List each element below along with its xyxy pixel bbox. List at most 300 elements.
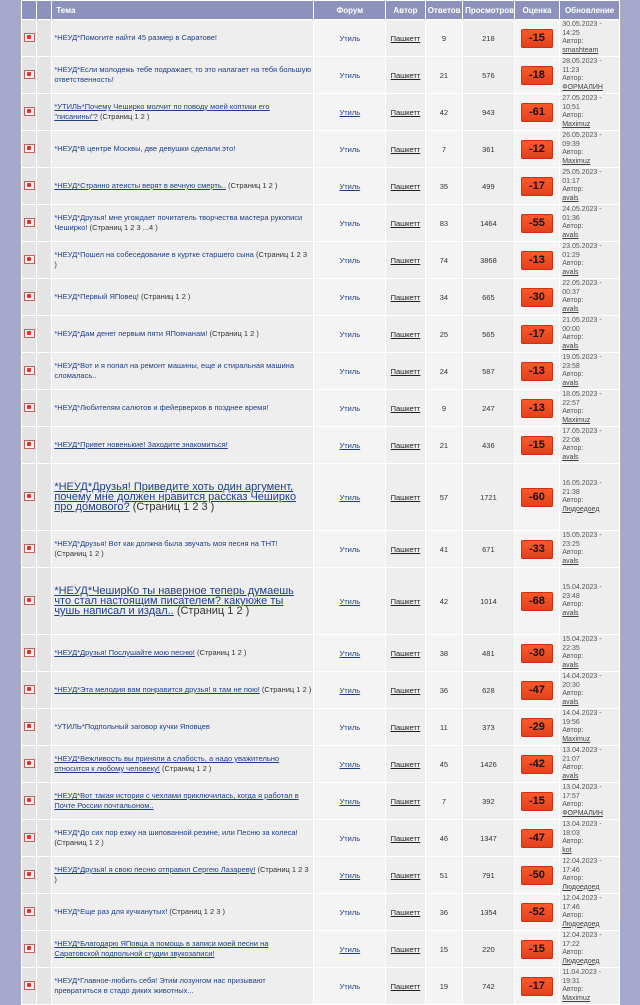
rating-cell (515, 894, 560, 930)
topic-status-cell (22, 427, 36, 463)
rating-cell (515, 746, 560, 782)
updated-date: 14.04.2023 - (562, 710, 602, 717)
topic-link[interactable]: *НЕУД*Вот и я попал на ремонт машины, еще и стиральная машина сломалась.. (54, 361, 294, 380)
views-cell (463, 672, 514, 708)
updated-author-link[interactable]: Людоедоед (562, 957, 600, 965)
updated-author-link[interactable]: avals (562, 305, 579, 313)
updated-author-link[interactable]: avals (562, 772, 579, 780)
author-cell (386, 279, 424, 315)
folder-icon (24, 685, 35, 694)
forum-cell (314, 746, 385, 782)
forum-link[interactable]: Утиль (339, 255, 361, 265)
updated-author-link[interactable]: smashteam (562, 46, 599, 54)
topic-pages[interactable]: (Страниц 1 2 ) (162, 764, 212, 773)
forum-cell (314, 390, 385, 426)
author-link[interactable]: Пашкетт (390, 907, 421, 917)
updated-author-link[interactable]: ФОРМАЛИН (562, 809, 603, 817)
author-link[interactable]: Пашкетт (390, 440, 421, 450)
replies-cell (426, 242, 462, 278)
forum-link[interactable]: Утиль (339, 492, 361, 502)
topic-status-cell (22, 857, 36, 893)
views-count: 499 (482, 181, 495, 191)
replies-cell (426, 168, 462, 204)
author-link[interactable]: Пашкетт (390, 292, 421, 302)
forum-link[interactable]: Утиль (339, 648, 361, 658)
replies-count: 57 (439, 492, 449, 502)
header-updated[interactable]: Обновление (560, 1, 619, 19)
topic-link[interactable]: *НЕУД*Дам денег первым пяти ЯПовчанам! (54, 329, 208, 338)
updated-author-link[interactable]: avals (562, 342, 579, 350)
table-row (22, 894, 619, 930)
topic-icon-cell (37, 568, 51, 634)
topic-link[interactable]: *НЕУД*Странно атеисты верят в вечную смерть.. (54, 181, 226, 190)
forum-cell (314, 931, 385, 967)
table-row (22, 390, 619, 426)
forum-link[interactable]: Утиль (339, 596, 361, 606)
updated-cell (560, 242, 619, 278)
table-row (22, 857, 619, 893)
replies-count: 36 (439, 907, 449, 917)
forum-cell (314, 531, 385, 567)
author-cell (386, 783, 424, 819)
views-cell (463, 820, 514, 856)
rating-badge: -61 (521, 103, 553, 122)
forum-link[interactable]: Утиль (339, 107, 361, 117)
topic-link[interactable]: *УТИЛЬ*Подпольный заговор кучки Яповцев (54, 722, 210, 731)
updated-date: 23.05.2023 - (562, 243, 602, 250)
rating-cell (515, 531, 560, 567)
topic-pages[interactable]: (Страниц 1 2 ) (54, 838, 104, 847)
updated-author-label: Автор: (562, 371, 584, 378)
updated-author-label: Автор: (562, 690, 584, 697)
forum-link[interactable]: Утиль (339, 759, 361, 769)
updated-author-label: Автор: (562, 764, 584, 771)
updated-author-link[interactable]: Людоедоед (562, 920, 600, 928)
table-row (22, 57, 619, 93)
header-author[interactable]: Автор (386, 1, 424, 19)
rating-cell (515, 279, 560, 315)
forum-cell (314, 353, 385, 389)
topic-cell (52, 427, 313, 463)
updated-author-label: Автор: (562, 223, 584, 230)
table-row (22, 783, 619, 819)
updated-date: 26.05.2023 - (562, 132, 602, 139)
replies-cell (426, 20, 462, 56)
topic-status-cell (22, 568, 36, 634)
table-row (22, 94, 619, 130)
rating-cell (515, 968, 560, 1004)
updated-date: 11.04.2023 - (562, 969, 602, 976)
updated-cell (560, 279, 619, 315)
topic-pages[interactable]: (Страниц 1 2 3 ) (169, 907, 226, 916)
views-count: 436 (482, 440, 495, 450)
forum-cell (314, 279, 385, 315)
updated-time: 22:35 (562, 644, 580, 652)
rating-cell (515, 20, 560, 56)
updated-date: 13.04.2023 - (562, 784, 602, 791)
topic-icon-cell (37, 205, 51, 241)
topic-status-cell (22, 57, 36, 93)
forum-link[interactable]: Утиль (339, 981, 361, 991)
forum-link[interactable]: Утиль (339, 440, 361, 450)
topic-pages[interactable]: (Страниц 1 2 3 ) (54, 865, 309, 884)
updated-cell (560, 353, 619, 389)
views-cell (463, 783, 514, 819)
updated-cell (560, 390, 619, 426)
updated-cell (560, 783, 619, 819)
updated-author-link[interactable]: avals (562, 661, 579, 669)
rating-badge: -15 (521, 940, 553, 959)
updated-author-label: Автор: (562, 497, 584, 504)
views-cell (463, 464, 514, 530)
topic-pages[interactable]: (Страниц 1 2 ) (228, 181, 278, 190)
topic-cell (52, 857, 313, 893)
topic-cell (52, 635, 313, 671)
topic-cell (52, 353, 313, 389)
updated-time: 09:39 (562, 140, 580, 148)
table-row (22, 968, 619, 1004)
topic-pages[interactable]: (Страниц 1 2 ) (176, 605, 250, 617)
updated-date: 27.05.2023 - (562, 95, 602, 102)
updated-time: 20:30 (562, 681, 580, 689)
topic-link[interactable]: *НЕУД*Вежливость вы приняли а слабость, а надо уважительно относится к любому человеку! (54, 754, 280, 773)
table-row (22, 931, 619, 967)
author-cell (386, 353, 424, 389)
rating-cell (515, 131, 560, 167)
author-link[interactable]: Пашкетт (390, 944, 421, 954)
forum-link[interactable]: Утиль (339, 366, 361, 376)
views-cell (463, 931, 514, 967)
updated-cell (560, 672, 619, 708)
views-count: 247 (482, 403, 495, 413)
updated-cell (560, 20, 619, 56)
author-link[interactable]: Пашкетт (390, 181, 421, 191)
updated-author-label: Автор: (562, 653, 584, 660)
updated-date: 30.05.2023 - (562, 21, 602, 28)
topic-status-cell (22, 20, 36, 56)
updated-date: 22.05.2023 - (562, 280, 602, 287)
updated-time: 17:46 (562, 866, 580, 874)
header-forum[interactable]: Форум (314, 1, 385, 19)
updated-date: 25.05.2023 - (562, 169, 602, 176)
forum-link[interactable]: Утиль (339, 796, 361, 806)
table-row (22, 168, 619, 204)
views-count: 587 (482, 366, 495, 376)
updated-time: 23:48 (562, 592, 580, 600)
author-link[interactable]: Пашкетт (390, 685, 421, 695)
updated-cell (560, 709, 619, 745)
topic-status-cell (22, 531, 36, 567)
author-cell (386, 131, 424, 167)
forum-link[interactable]: Утиль (339, 329, 361, 339)
updated-author-label: Автор: (562, 875, 584, 882)
author-cell (386, 57, 424, 93)
replies-count: 35 (439, 181, 449, 191)
forum-link[interactable]: Утиль (339, 685, 361, 695)
author-link[interactable]: Пашкетт (390, 870, 421, 880)
folder-icon (24, 33, 35, 42)
views-count: 481 (482, 648, 495, 658)
updated-author-link[interactable]: ФОРМАЛИН (562, 83, 603, 91)
replies-cell (426, 672, 462, 708)
updated-author-link[interactable]: avals (562, 698, 579, 706)
topic-pages[interactable]: (Страниц 1 2 ) (209, 329, 259, 338)
topic-icon-cell (37, 168, 51, 204)
topic-link[interactable]: *НЕУД*Если молодежь тебе подражает, то это налагает на тебя большую ответственность! (54, 65, 312, 84)
topic-icon-cell (37, 968, 51, 1004)
forum-cell (314, 857, 385, 893)
header-icon-col-2 (37, 1, 51, 19)
author-link[interactable]: Пашкетт (390, 492, 421, 502)
topic-icon-cell (37, 279, 51, 315)
topic-status-cell (22, 931, 36, 967)
replies-cell (426, 531, 462, 567)
topic-link[interactable]: *НЕУД*В центре Москвы, две девушки сделали это! (54, 144, 236, 153)
table-header-row (22, 1, 619, 19)
updated-time: 00:00 (562, 325, 580, 333)
rating-badge: -15 (521, 436, 553, 455)
updated-author-link[interactable]: avals (562, 557, 579, 565)
updated-date: 13.04.2023 - (562, 821, 602, 828)
author-link[interactable]: Пашкетт (390, 833, 421, 843)
topic-link[interactable]: *НЕУД*Первый ЯПовец! (54, 292, 139, 301)
topic-pages[interactable]: (Страниц 1 2 3 ) (54, 250, 308, 269)
author-cell (386, 531, 424, 567)
author-link[interactable]: Пашкетт (390, 596, 421, 606)
replies-count: 83 (439, 218, 449, 228)
table-row (22, 635, 619, 671)
table-row (22, 672, 619, 708)
forum-link[interactable]: Утиль (339, 944, 361, 954)
topic-link[interactable]: *НЕУД*Благодарю ЯПовца а помощь в записи моей песни на Саратовской подпольной студии звукозаписи! (54, 939, 269, 958)
author-cell (386, 168, 424, 204)
rating-cell (515, 316, 560, 352)
topic-link[interactable]: *НЕУД*Друзья! я свою песню отправил Сергею Лазареву! (54, 865, 256, 874)
updated-date: 21.05.2023 - (562, 317, 602, 324)
views-count: 220 (482, 944, 495, 954)
rating-cell (515, 57, 560, 93)
forum-link[interactable]: Утиль (339, 870, 361, 880)
rating-badge: -29 (521, 718, 553, 737)
forum-link[interactable]: Утиль (339, 70, 361, 80)
header-rating[interactable]: Оценка (515, 1, 560, 19)
author-link[interactable]: Пашкетт (390, 107, 421, 117)
topic-link[interactable]: *НЕУД*Любителям салютов и фейерверков в позднее время! (54, 403, 269, 412)
author-cell (386, 427, 424, 463)
forum-link[interactable]: Утиль (339, 722, 361, 732)
updated-author-link[interactable]: avals (562, 379, 579, 387)
updated-author-link[interactable]: Людоедоед (562, 883, 600, 891)
updated-date: 15.04.2023 - (562, 584, 602, 591)
updated-author-link[interactable]: avals (562, 194, 579, 202)
topic-pages[interactable]: (Страниц 1 2 ) (99, 112, 150, 121)
views-cell (463, 57, 514, 93)
topic-link[interactable]: *НЕУД*Друзья! Послушайте мою песню! (54, 648, 195, 657)
forum-cell (314, 242, 385, 278)
topic-link[interactable]: *НЕУД*До сих пор езжу на шипованной резине, или Песню за колеса! (54, 828, 298, 837)
topic-status-cell (22, 709, 36, 745)
updated-cell (560, 427, 619, 463)
forum-link[interactable]: Утиль (339, 144, 361, 154)
folder-icon (24, 544, 35, 553)
topic-link[interactable]: *НЕУД*ЧеширКо ты наверное теперь думаешь что стал настоящим писателем? какуюже ты чушь написал и издал.. (54, 585, 294, 617)
folder-icon (24, 181, 35, 190)
updated-author-label: Автор: (562, 949, 584, 956)
rating-badge: -52 (521, 903, 553, 922)
folder-icon (24, 292, 35, 301)
table-row (22, 131, 619, 167)
header-topic[interactable]: Тема (52, 1, 313, 19)
topic-link[interactable]: *НЕУД*Привет новенькие! Заходите знакомиться! (54, 440, 228, 449)
topic-icon-cell (37, 464, 51, 530)
folder-icon (24, 981, 35, 990)
topic-pages[interactable]: (Страниц 1 2 ) (196, 648, 247, 657)
updated-author-link[interactable]: Maximuz (562, 735, 591, 743)
author-cell (386, 568, 424, 634)
header-views[interactable]: Просмотров (463, 1, 514, 19)
updated-author-link[interactable]: avals (562, 609, 579, 617)
replies-cell (426, 279, 462, 315)
author-link[interactable]: Пашкетт (390, 544, 421, 554)
topic-link[interactable]: *НЕУД*Друзья! Приведите хоть один аргумент, почему мне должен нравится рассказ Чеширко про домового? (54, 481, 297, 513)
topic-pages[interactable]: (Страниц 1 2 ) (261, 685, 312, 694)
forum-frame (20, 0, 621, 1002)
author-link[interactable]: Пашкетт (390, 218, 421, 228)
forum-cell (314, 968, 385, 1004)
topic-pages[interactable]: (Страниц 1 2 ) (54, 549, 104, 558)
topic-status-cell (22, 279, 36, 315)
author-link[interactable]: Пашкетт (390, 329, 421, 339)
views-cell (463, 968, 514, 1004)
updated-author-link[interactable]: Maximuz (562, 120, 591, 128)
table-row (22, 820, 619, 856)
topic-link[interactable]: *НЕУД*Вот такая история с чехлами приключилась, когда я работал в Почте России почтальоном.. (54, 791, 299, 810)
updated-date: 14.04.2023 - (562, 673, 602, 680)
replies-count: 7 (441, 144, 446, 154)
author-link[interactable]: Пашкетт (390, 366, 421, 376)
forum-cell (314, 709, 385, 745)
topic-link[interactable]: *НЕУД*Друзья! мне угождает почитатель творчества мастера рукописи Чеширко! (54, 213, 303, 232)
header-replies[interactable]: Ответов (426, 1, 462, 19)
forum-cell (314, 427, 385, 463)
updated-cell (560, 746, 619, 782)
author-link[interactable]: Пашкетт (390, 796, 421, 806)
updated-author-link[interactable]: Maximuz (562, 157, 591, 165)
rating-badge: -55 (521, 214, 553, 233)
topic-link[interactable]: *НЕУД*Друзья! Вот как должна была звучать моя песня на ТНТ! (54, 539, 278, 548)
header-icon-col (22, 1, 36, 19)
folder-icon (24, 722, 35, 731)
updated-author-label: Автор: (562, 838, 584, 845)
updated-author-link[interactable]: Maximuz (562, 416, 591, 424)
table-row (22, 568, 619, 634)
topic-pages[interactable]: (Страниц 1 2 3 ...4 ) (89, 223, 158, 232)
author-link[interactable]: Пашкетт (390, 981, 421, 991)
author-cell (386, 390, 424, 426)
replies-cell (426, 783, 462, 819)
updated-author-link[interactable]: avals (562, 231, 579, 239)
folder-icon (24, 70, 35, 79)
author-link[interactable]: Пашкетт (390, 144, 421, 154)
updated-date: 19.05.2023 - (562, 354, 602, 361)
updated-date: 28.05.2023 - (562, 58, 602, 65)
author-link[interactable]: Пашкетт (390, 403, 421, 413)
views-count: 565 (482, 329, 495, 339)
replies-count: 21 (439, 440, 449, 450)
folder-icon (24, 492, 35, 501)
author-cell (386, 746, 424, 782)
forum-link[interactable]: Утиль (339, 833, 361, 843)
forum-link[interactable]: Утиль (339, 403, 361, 413)
replies-count: 7 (441, 796, 446, 806)
topic-link[interactable]: *НЕУД*Главное-любить себя! Этим лозунгом нас призывают превратиться в стадо диких животных... (54, 976, 266, 995)
forum-link[interactable]: Утиль (339, 218, 361, 228)
updated-author-link[interactable]: Maximuz (562, 994, 591, 1002)
replies-cell (426, 746, 462, 782)
updated-time: 10:51 (562, 103, 580, 111)
table-row (22, 316, 619, 352)
forum-link[interactable]: Утиль (339, 181, 361, 191)
views-cell (463, 857, 514, 893)
forum-link[interactable]: Утиль (339, 907, 361, 917)
views-count: 1721 (480, 492, 497, 502)
updated-author-link[interactable]: kot (562, 846, 572, 854)
topic-status-cell (22, 635, 36, 671)
topic-pages[interactable]: (Страниц 1 2 3 ) (132, 501, 215, 513)
rating-badge: -17 (521, 177, 553, 196)
updated-author-link[interactable]: avals (562, 453, 579, 461)
replies-count: 19 (439, 981, 449, 991)
topic-cell (52, 279, 313, 315)
folder-icon (24, 366, 35, 375)
author-link[interactable]: Пашкетт (390, 33, 421, 43)
author-link[interactable]: Пашкетт (390, 648, 421, 658)
author-cell (386, 20, 424, 56)
forum-link[interactable]: Утиль (339, 544, 361, 554)
topic-link[interactable]: *УТИЛЬ*Почему Чеширко молчит по поводу моей коптики его "писанины"? (54, 102, 270, 121)
updated-time: 19:56 (562, 718, 580, 726)
topic-status-cell (22, 205, 36, 241)
updated-author-link[interactable]: avals (562, 268, 579, 276)
forum-link[interactable]: Утиль (339, 292, 361, 302)
replies-cell (426, 353, 462, 389)
views-cell (463, 94, 514, 130)
author-link[interactable]: Пашкетт (390, 255, 421, 265)
updated-time: 21:38 (562, 488, 580, 496)
topic-link[interactable]: *НЕУД*Помогите найти 45 размер в Саратове! (54, 33, 218, 42)
rating-cell (515, 783, 560, 819)
replies-cell (426, 205, 462, 241)
rating-badge: -18 (521, 66, 553, 85)
topic-link[interactable]: *НЕУД*Пошел на собеседование в куртке старшего сына (54, 250, 254, 259)
updated-date: 15.05.2023 - (562, 532, 602, 539)
topic-icon-cell (37, 746, 51, 782)
topic-icon-cell (37, 131, 51, 167)
updated-author-link[interactable]: Людоедоед (562, 505, 600, 513)
views-cell (463, 316, 514, 352)
author-link[interactable]: Пашкетт (390, 759, 421, 769)
forum-link[interactable]: Утиль (339, 33, 361, 43)
author-link[interactable]: Пашкетт (390, 722, 421, 732)
table-row (22, 427, 619, 463)
topic-link[interactable]: *НЕУД*Эта мелодия вам понравится друзья! я там не пою! (54, 685, 260, 694)
topic-icon-cell (37, 242, 51, 278)
topic-link[interactable]: *НЕУД*Еще раз для кучканутых! (54, 907, 168, 916)
author-link[interactable]: Пашкетт (390, 70, 421, 80)
views-cell (463, 746, 514, 782)
rating-cell (515, 820, 560, 856)
topic-pages[interactable]: (Страниц 1 2 ) (140, 292, 191, 301)
